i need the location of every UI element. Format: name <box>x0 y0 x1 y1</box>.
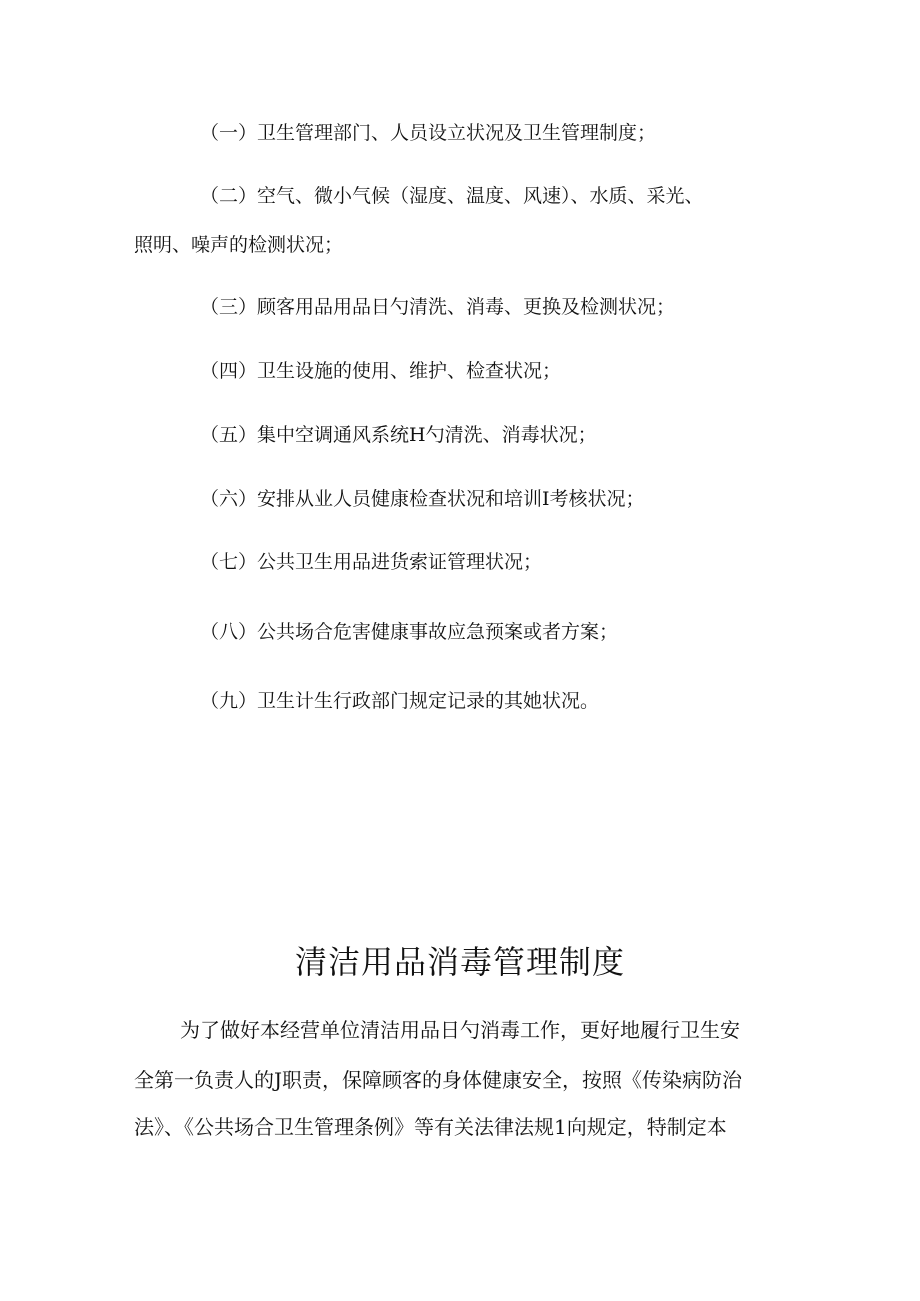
list-item-1: （一）卫生管理部门、人员设立状况及卫生管理制度； <box>200 122 657 144</box>
list-item-2-line-1: （二）空气、微小气候（湿度、温度、风速）、水质、采光、 <box>200 185 704 207</box>
list-item-8: （八）公共场合危害健康事故应急预案或者方案； <box>200 621 619 643</box>
list-item-2-line-2: 照明、噪声的检测状况； <box>134 234 344 256</box>
list-item-3: （三）顾客用品用品日勺清洗、消毒、更换及检测状况； <box>200 296 676 318</box>
paragraph-line-2: 全第一负责人的J职责，保障顾客的身体健康安全，按照《传染病防治 <box>134 1068 743 1092</box>
paragraph-line-3: 法》、《公共场合卫生管理条例》等有关法律法规1向规定，特制定本 <box>134 1115 727 1139</box>
list-item-4: （四）卫生设施的使用、维护、检查状况； <box>200 360 562 382</box>
list-item-6: （六）安排从业人员健康检查状况和培训I考核状况； <box>200 488 645 510</box>
list-item-7: （七）公共卫生用品进货索证管理状况； <box>200 551 543 573</box>
list-item-5: （五）集中空调通风系统H勺清洗、消毒状况； <box>200 424 597 446</box>
section-title: 清洁用品消毒管理制度 <box>294 943 625 981</box>
paragraph-line-1: 为了做好本经营单位清洁用品日勺消毒工作，更好地履行卫生安 <box>180 1018 740 1042</box>
list-item-9: （九）卫生计生行政部门规定记录的其她状况。 <box>200 690 600 712</box>
